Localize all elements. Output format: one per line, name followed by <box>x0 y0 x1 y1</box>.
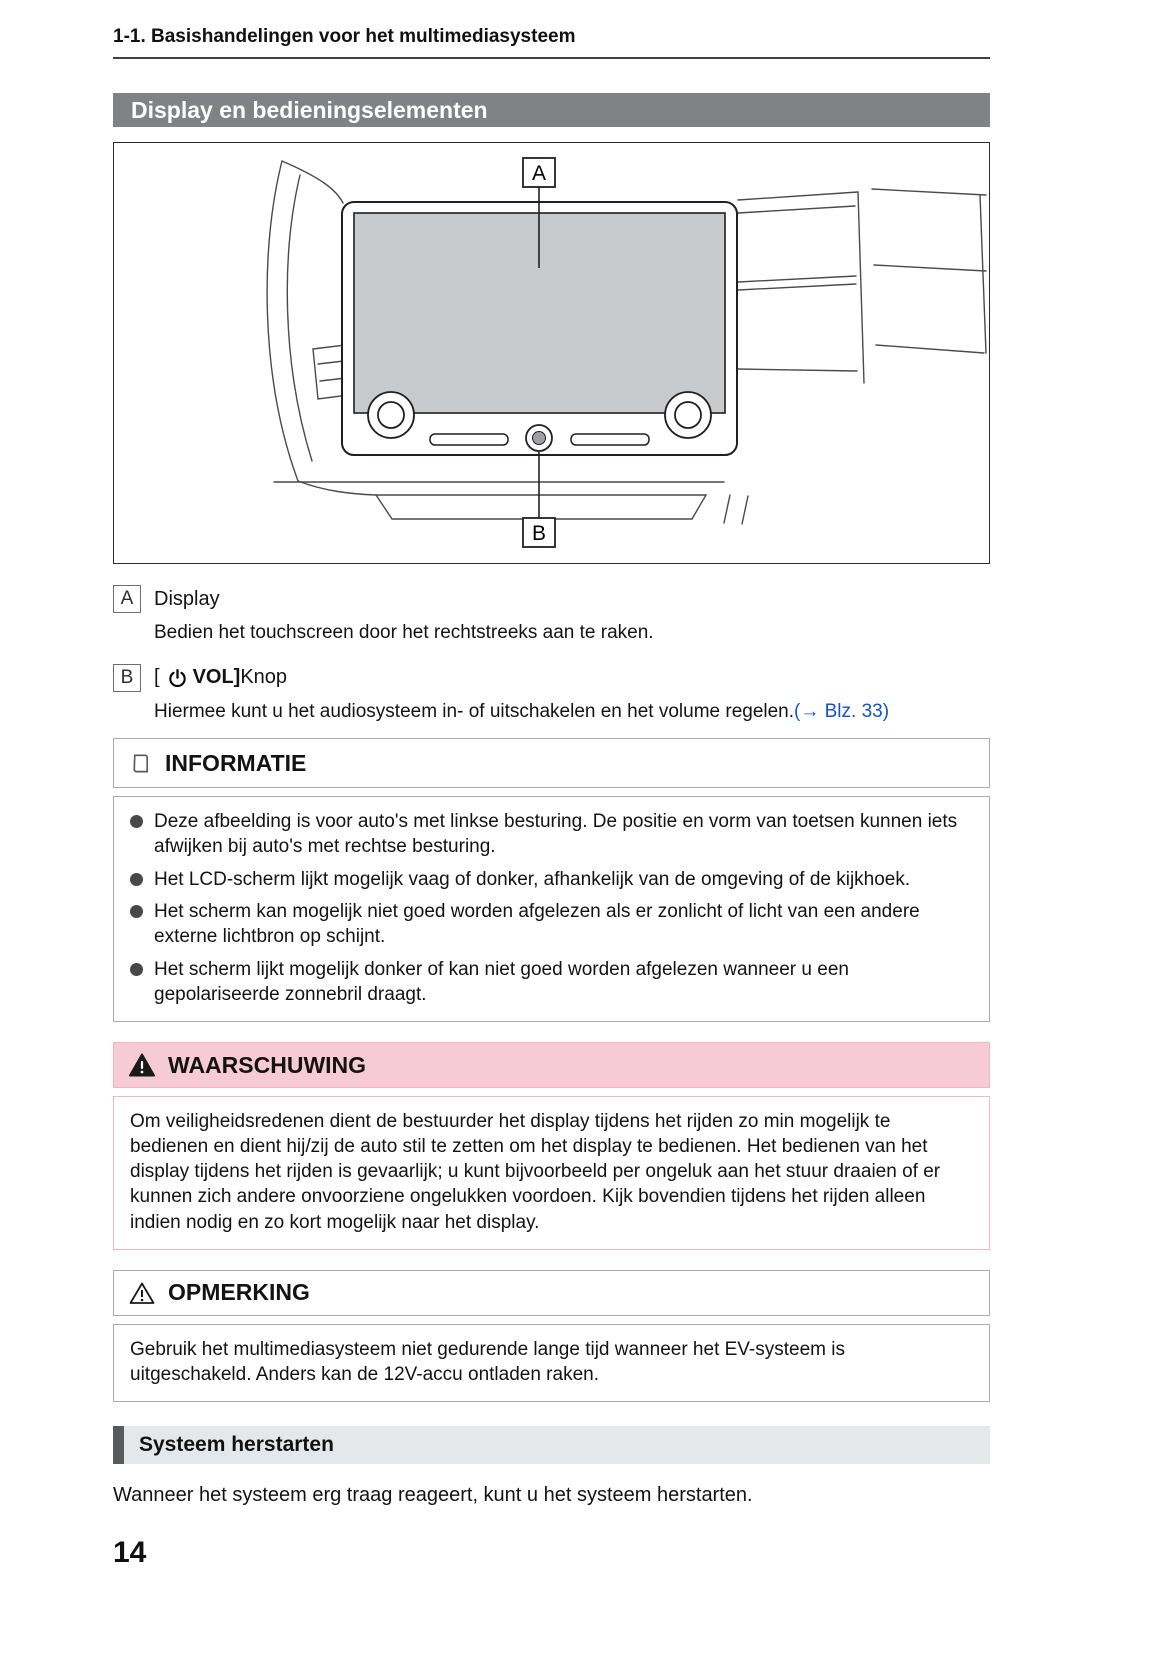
bullet-text: Deze afbeelding is voor auto's met linkse besturing. De positie en vorm van toetsen kunnen iets afwijken bij auto's met rechtse besturing. <box>154 811 958 858</box>
right-knob <box>665 392 711 438</box>
opmerking-header <box>113 1270 990 1316</box>
info-bullet <box>130 810 969 859</box>
opmerking-section <box>113 1270 990 1402</box>
legend-desc-b <box>154 700 990 725</box>
info-bullet <box>130 868 969 893</box>
right-slot <box>571 434 649 445</box>
section-title: Display en bedieningselementen <box>131 96 488 123</box>
left-slot <box>430 434 508 445</box>
legend-title-a: Display <box>154 587 220 610</box>
informatie-body <box>113 796 990 1022</box>
info-bullet <box>130 900 969 949</box>
restart-body: Wanneer het systeem erg traag reageert, kunt u het systeem herstarten. <box>113 1483 753 1506</box>
warning-triangle-filled-icon <box>129 1053 155 1077</box>
power-icon <box>167 668 188 689</box>
legend-desc-b-text: Hiermee kunt u het audiosysteem in- of uitschakelen en het volume regelen. <box>154 700 795 722</box>
dashboard-diagram <box>114 143 989 563</box>
waarschuwing-body <box>113 1096 990 1249</box>
legend-desc-a: Bedien het touchscreen door het rechtstreeks aan te raken. <box>154 622 654 643</box>
callout-b-label: B <box>531 522 547 545</box>
vol-label: VOL] <box>192 666 241 689</box>
waarschuwing-section <box>113 1042 990 1249</box>
waarschuwing-header <box>113 1042 990 1088</box>
knop-label: Knop <box>240 666 288 689</box>
page-reference-link[interactable]: (→ Blz. 33) <box>794 700 890 722</box>
manual-page <box>113 0 990 1570</box>
bullet-icon <box>130 815 143 828</box>
legend-key-b: B <box>113 664 141 692</box>
waarschuwing-text: Om veiligheidsredenen dient de bestuurder het display tijdens het rijden zo min mogelijk te bedienen en dient hij/zij de auto stil te zetten om het display te bedienen. Het bedienen van het display tijdens het rijden is gevaarlijk; u kunt bijvoorbeeld per ongeluk aan het stuur draaien of er kunnen zich andere onvoorziene ongelukken voordoen. Kijk bovendien tijdens het rijden alleen indien nodig en zo kort mogelijk naar het display. <box>130 1111 941 1233</box>
bullet-icon <box>130 905 143 918</box>
vol-knob-label <box>154 666 287 689</box>
bracket-open: [ <box>154 666 160 689</box>
bullet-text: Het scherm kan mogelijk niet goed worden afgelezen als er zonlicht of licht van een andere externe lichtbron op schijnt. <box>154 901 920 948</box>
warning-triangle-outline-icon <box>129 1281 155 1305</box>
left-knob <box>368 392 414 438</box>
informatie-title: INFORMATIE <box>165 749 307 776</box>
book-icon <box>129 752 152 775</box>
bullet-icon <box>130 963 143 976</box>
info-bullet <box>130 958 969 1007</box>
bullet-text: Het LCD-scherm lijkt mogelijk vaag of donker, afhankelijk van de omgeving of de kijkhoek. <box>154 868 911 890</box>
restart-title: Systeem herstarten <box>139 1432 334 1456</box>
informatie-section <box>113 738 990 1022</box>
waarschuwing-title: WAARSCHUWING <box>168 1051 367 1078</box>
opmerking-text: Gebruik het multimediasysteem niet gedurende lange tijd wanneer het EV-systeem is uitgeschakeld. Anders kan de 12V-accu ontladen raken. <box>130 1338 845 1385</box>
lower-console <box>376 495 706 519</box>
legend-item-b <box>113 664 990 692</box>
legend-key-a: A <box>113 585 141 613</box>
bullet-icon <box>130 873 143 886</box>
opmerking-title: OPMERKING <box>168 1279 310 1306</box>
header-rule <box>113 57 990 59</box>
legend-item-a <box>113 585 990 613</box>
figure-box <box>113 142 990 564</box>
informatie-header <box>113 738 990 788</box>
section-header-restart <box>113 1426 990 1464</box>
section-header-display <box>113 93 990 127</box>
page-number: 14 <box>113 1535 147 1569</box>
opmerking-body <box>113 1324 990 1402</box>
breadcrumb: 1-1. Basishandelingen voor het multimediasysteem <box>113 26 576 47</box>
callout-a-label: A <box>531 162 547 185</box>
bullet-text: Het scherm lijkt mogelijk donker of kan niet goed worden afgelezen wanneer u een gepolariseerde zonnebril draagt. <box>154 958 849 1005</box>
